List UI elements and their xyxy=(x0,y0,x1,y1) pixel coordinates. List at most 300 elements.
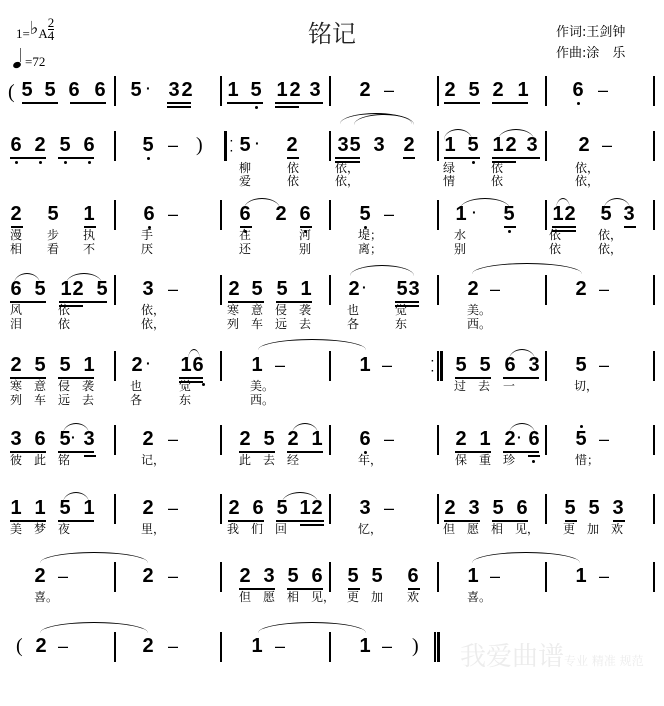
note: 2 xyxy=(564,203,576,225)
barline xyxy=(329,275,331,305)
underline xyxy=(444,102,480,104)
note: 5 xyxy=(21,79,33,101)
key-note: A xyxy=(38,26,48,41)
barline xyxy=(545,200,547,230)
note: 1 xyxy=(455,203,467,225)
note: 1 xyxy=(180,354,192,376)
note: 2 xyxy=(142,565,154,587)
barline xyxy=(437,425,439,455)
dash: – xyxy=(384,429,395,449)
dash: – xyxy=(384,498,395,518)
note: 3 xyxy=(623,203,635,225)
slur xyxy=(188,349,200,360)
note: 1 xyxy=(83,203,95,225)
note: 6 xyxy=(239,203,251,225)
lyric: 泪 xyxy=(10,317,23,331)
lyric: 绿 xyxy=(443,161,456,175)
note: 2 xyxy=(286,134,298,156)
dash: – xyxy=(275,355,286,375)
lyric: 依， xyxy=(141,303,166,317)
note: 2 xyxy=(403,134,415,156)
note: 5 xyxy=(396,278,408,300)
note: 1 xyxy=(251,635,263,657)
note: 3 xyxy=(526,134,538,156)
underline xyxy=(227,102,263,104)
barline xyxy=(437,76,439,106)
note: 6 xyxy=(143,203,155,225)
note: 1 xyxy=(83,497,95,519)
dash: – xyxy=(384,80,395,100)
note: 1 xyxy=(311,428,323,450)
dash: – xyxy=(382,636,393,656)
lyric: 西。 xyxy=(250,393,275,407)
note: 1 xyxy=(227,79,239,101)
lyric: 西。 xyxy=(467,317,492,331)
underline xyxy=(504,226,516,228)
lyric: 去 xyxy=(263,453,276,467)
note: 2 xyxy=(275,203,287,225)
note: 5 xyxy=(371,565,383,587)
lyric: 也 xyxy=(347,303,360,317)
barline xyxy=(329,425,331,455)
note: 6 xyxy=(504,354,516,376)
note: 2 xyxy=(142,635,154,657)
lyric: 但 xyxy=(239,590,252,604)
aug-dot: · xyxy=(71,429,76,445)
note: 1 xyxy=(359,635,371,657)
dash: – xyxy=(490,566,501,586)
note: 5 xyxy=(250,79,262,101)
underline xyxy=(444,157,480,159)
barline xyxy=(653,351,655,381)
dash: – xyxy=(382,355,393,375)
watermark-main: 我爱曲谱 xyxy=(460,642,565,672)
note: 2 xyxy=(228,278,240,300)
dash: – xyxy=(168,566,179,586)
note: 5 xyxy=(47,203,59,225)
lyric: 列 xyxy=(10,393,23,407)
note: 1 xyxy=(359,354,371,376)
lyric: 东 xyxy=(395,317,408,331)
underline xyxy=(492,102,528,104)
note: 3 xyxy=(468,497,480,519)
underline xyxy=(528,455,540,457)
dash: – xyxy=(599,355,610,375)
lyric: 依 xyxy=(287,174,300,188)
lyric: 依 xyxy=(287,161,300,175)
note: 6 xyxy=(572,79,584,101)
note: 2 xyxy=(10,203,22,225)
barline xyxy=(220,632,222,662)
barline xyxy=(329,351,331,381)
lyric: 车 xyxy=(34,393,47,407)
note: 2 xyxy=(228,497,240,519)
note: 3 xyxy=(10,428,22,450)
note: 5 xyxy=(59,428,71,450)
lyric: 车 xyxy=(251,317,264,331)
lyric: 铭 xyxy=(58,453,71,467)
note: 6 xyxy=(10,278,22,300)
lyric: 年， xyxy=(358,453,383,467)
lyric: 更 xyxy=(347,590,360,604)
score-row-6 xyxy=(0,429,664,499)
lyric: 回 xyxy=(275,522,288,536)
dash: – xyxy=(598,80,609,100)
lyric: 但 xyxy=(443,522,456,536)
aug-dot: · xyxy=(362,279,367,295)
note: 5 xyxy=(455,354,467,376)
lyric: 见， xyxy=(311,590,336,604)
barline xyxy=(653,131,655,161)
note: 1 xyxy=(517,79,529,101)
note: 3 xyxy=(263,565,275,587)
dash: – xyxy=(58,566,69,586)
note: 5 xyxy=(96,278,108,300)
note: 5 xyxy=(276,497,288,519)
barline xyxy=(545,131,547,161)
note: 5 xyxy=(130,79,142,101)
underline xyxy=(58,157,94,159)
barline xyxy=(653,200,655,230)
lyric: 别 xyxy=(454,242,467,256)
dash: – xyxy=(490,279,501,299)
lyric: 各 xyxy=(347,317,360,331)
lyric: 见， xyxy=(515,522,540,536)
low-dot xyxy=(147,157,150,160)
dash: – xyxy=(168,135,179,155)
low-dot xyxy=(532,460,535,463)
note: 5 xyxy=(479,354,491,376)
barline xyxy=(114,632,116,662)
low-dot xyxy=(508,230,511,233)
underline xyxy=(624,226,636,228)
underline xyxy=(287,157,299,159)
slur xyxy=(14,273,40,284)
score-row-5 xyxy=(0,355,664,425)
barline xyxy=(653,76,655,106)
lyric: 手 xyxy=(141,228,154,242)
lyric: 依， xyxy=(141,317,166,331)
note: 1 xyxy=(83,354,95,376)
barline xyxy=(220,200,222,230)
barline xyxy=(114,351,116,381)
note: 6 xyxy=(311,565,323,587)
lyricist: 作词:王剑钟 xyxy=(556,25,626,40)
note-head-icon xyxy=(12,61,22,69)
final-barline xyxy=(434,632,440,662)
tempo-marking xyxy=(16,52,45,70)
lyric: 加 xyxy=(371,590,384,604)
lyric: 河 xyxy=(299,228,312,242)
note: 2 xyxy=(239,565,251,587)
note: 1 xyxy=(60,278,72,300)
lyric: 此 xyxy=(34,453,47,467)
underline xyxy=(70,102,106,104)
lyric: 离； xyxy=(358,242,383,256)
low-dot xyxy=(39,161,42,164)
barline xyxy=(114,76,116,106)
lyric: 彼 xyxy=(10,453,23,467)
score-row-4 xyxy=(0,279,664,349)
barline xyxy=(329,494,331,524)
dash: – xyxy=(599,279,610,299)
lyric: 意 xyxy=(34,379,47,393)
underline xyxy=(167,102,191,104)
lyric: 珍 xyxy=(503,453,516,467)
note: 5 xyxy=(59,354,71,376)
lyric: 侵 xyxy=(58,379,71,393)
barline xyxy=(545,351,547,381)
barline xyxy=(437,131,439,161)
barline xyxy=(437,494,439,524)
time-signature xyxy=(47,14,55,43)
note: 1 xyxy=(575,565,587,587)
lyric: 列 xyxy=(227,317,240,331)
lyric: 记， xyxy=(141,453,166,467)
barline xyxy=(653,275,655,305)
lyric: 们 xyxy=(251,522,264,536)
lyric: 远 xyxy=(275,317,288,331)
note: 3 xyxy=(83,428,95,450)
barline xyxy=(437,562,439,592)
lyric: 相 xyxy=(491,522,504,536)
barline xyxy=(329,76,331,106)
note: 2 xyxy=(34,565,46,587)
lyric: 依 xyxy=(58,317,71,331)
dash: – xyxy=(168,204,179,224)
underline xyxy=(167,106,191,108)
note: 6 xyxy=(10,134,22,156)
note: 2 xyxy=(311,497,323,519)
watermark-sub: 专业 精准 规范 xyxy=(564,654,644,668)
credits xyxy=(556,22,625,64)
note: 5 xyxy=(287,565,299,587)
note: 3 xyxy=(359,497,371,519)
lyric: 风 xyxy=(10,303,23,317)
paren-open: ( xyxy=(8,81,15,103)
barline xyxy=(653,494,655,524)
lyric: 经 xyxy=(287,453,300,467)
note: 6 xyxy=(516,497,528,519)
note: 5 xyxy=(575,354,587,376)
note: 6 xyxy=(359,428,371,450)
note: 6 xyxy=(68,79,80,101)
time-num: 2 xyxy=(47,14,55,30)
barline xyxy=(653,425,655,455)
lyric: 过 xyxy=(454,379,467,393)
note: 5 xyxy=(44,79,56,101)
dash: – xyxy=(168,636,179,656)
note: 5 xyxy=(359,203,371,225)
lyric: 依， xyxy=(335,174,360,188)
dash: – xyxy=(168,429,179,449)
barline xyxy=(220,76,222,106)
note: 2 xyxy=(455,428,467,450)
note: 2 xyxy=(239,428,251,450)
lyric: 觉 xyxy=(179,379,192,393)
paren-open: ( xyxy=(16,635,23,657)
lyric: 厌 xyxy=(141,242,154,256)
lyric: 去 xyxy=(299,317,312,331)
note: 5 xyxy=(575,428,587,450)
note: 6 xyxy=(94,79,106,101)
lyric: 也 xyxy=(130,379,143,393)
high-dot xyxy=(580,425,583,428)
barline xyxy=(329,200,331,230)
lyric: 一 xyxy=(503,379,516,393)
note: 5 xyxy=(251,278,263,300)
barline xyxy=(114,494,116,524)
note: 2 xyxy=(578,134,590,156)
note: 1 xyxy=(479,428,491,450)
key-signature xyxy=(16,14,55,48)
note: 5 xyxy=(239,134,251,156)
note: 1 xyxy=(300,278,312,300)
note: 5 xyxy=(347,565,359,587)
note: 2 xyxy=(505,134,517,156)
flat-icon: ♭ xyxy=(29,18,39,38)
lyric: 相 xyxy=(10,242,23,256)
barline xyxy=(220,494,222,524)
note: 1 xyxy=(467,565,479,587)
lyric: 忆， xyxy=(358,522,383,536)
lyric: 步 xyxy=(47,228,60,242)
note: 1 xyxy=(492,134,504,156)
barline xyxy=(545,425,547,455)
slur xyxy=(509,349,535,360)
underline xyxy=(492,157,540,159)
repeat-end xyxy=(437,351,443,381)
lyric: 袭 xyxy=(82,379,95,393)
lyric: 依， xyxy=(575,161,600,175)
note: 3 xyxy=(337,134,349,156)
note: 3 xyxy=(408,278,420,300)
lyric: 愿 xyxy=(467,522,480,536)
lyric: 依 xyxy=(58,303,71,317)
note: 5 xyxy=(492,497,504,519)
lyric: 爱 xyxy=(239,174,252,188)
watermark xyxy=(460,636,644,673)
lyric: 喜。 xyxy=(467,590,492,604)
slur xyxy=(66,273,102,284)
note: 5 xyxy=(600,203,612,225)
lyric: 依， xyxy=(598,242,623,256)
lyric: 切， xyxy=(574,379,599,393)
note: 2 xyxy=(467,278,479,300)
note: 5 xyxy=(34,278,46,300)
lyric: 依 xyxy=(491,161,504,175)
lyric: 愿 xyxy=(263,590,276,604)
dash: – xyxy=(599,566,610,586)
barline xyxy=(220,351,222,381)
lyric: 更 xyxy=(563,522,576,536)
note: 5 xyxy=(467,134,479,156)
note: 5 xyxy=(564,497,576,519)
underline xyxy=(335,157,360,159)
barline xyxy=(220,425,222,455)
lyric: 还 xyxy=(239,242,252,256)
lyric: 此 xyxy=(239,453,252,467)
note: 2 xyxy=(142,497,154,519)
note: 1 xyxy=(299,497,311,519)
note: 6 xyxy=(34,428,46,450)
low-dot xyxy=(472,161,475,164)
barline xyxy=(329,632,331,662)
barline xyxy=(329,562,331,592)
lyric: 重 xyxy=(479,453,492,467)
lyric: 寒 xyxy=(10,379,23,393)
lyric: 依 xyxy=(549,228,562,242)
note: 3 xyxy=(373,134,385,156)
note: 2 xyxy=(348,278,360,300)
barline xyxy=(545,275,547,305)
note: 2 xyxy=(359,79,371,101)
barline xyxy=(114,425,116,455)
score-row-3 xyxy=(0,204,664,274)
note: 6 xyxy=(83,134,95,156)
note: 1 xyxy=(251,354,263,376)
note: 5 xyxy=(59,134,71,156)
note: 1 xyxy=(10,497,22,519)
lyric: 侵 xyxy=(275,303,288,317)
note: 1 xyxy=(552,203,564,225)
lyric: 漫 xyxy=(10,228,23,242)
low-dot xyxy=(255,106,258,109)
time-den: 4 xyxy=(47,27,55,43)
dash: – xyxy=(602,135,613,155)
note: 5 xyxy=(588,497,600,519)
lyric: 相 xyxy=(287,590,300,604)
note: 2 xyxy=(72,278,84,300)
note: 3 xyxy=(309,79,321,101)
dash: – xyxy=(275,636,286,656)
lyric: 保 xyxy=(455,453,468,467)
note: 2 xyxy=(10,354,22,376)
dash: – xyxy=(58,636,69,656)
dash: – xyxy=(384,204,395,224)
note: 2 xyxy=(287,428,299,450)
lyric: 里， xyxy=(141,522,166,536)
barline xyxy=(114,275,116,305)
note: 3 xyxy=(168,79,180,101)
lyric: 依 xyxy=(491,174,504,188)
note: 2 xyxy=(444,79,456,101)
underline xyxy=(275,106,299,108)
note: 5 xyxy=(263,428,275,450)
barline xyxy=(114,562,116,592)
note: 6 xyxy=(192,354,204,376)
underline xyxy=(300,524,324,526)
aug-dot: · xyxy=(472,204,477,220)
lyric: 喜。 xyxy=(34,590,59,604)
lyric: 寒 xyxy=(227,303,240,317)
note: 5 xyxy=(276,278,288,300)
note: 2 xyxy=(575,278,587,300)
underline xyxy=(403,157,415,159)
note: 2 xyxy=(142,428,154,450)
lyric: 依 xyxy=(549,242,562,256)
lyric: 梦 xyxy=(34,522,47,536)
note: 6 xyxy=(407,565,419,587)
lyric: 我 xyxy=(227,522,240,536)
lyric: 去 xyxy=(82,393,95,407)
lyric: 欢 xyxy=(611,522,624,536)
lyric: 美。 xyxy=(467,303,492,317)
lyric: 柳 xyxy=(239,161,252,175)
lyric: 觉 xyxy=(395,303,408,317)
note: 1 xyxy=(34,497,46,519)
underline xyxy=(84,455,96,457)
